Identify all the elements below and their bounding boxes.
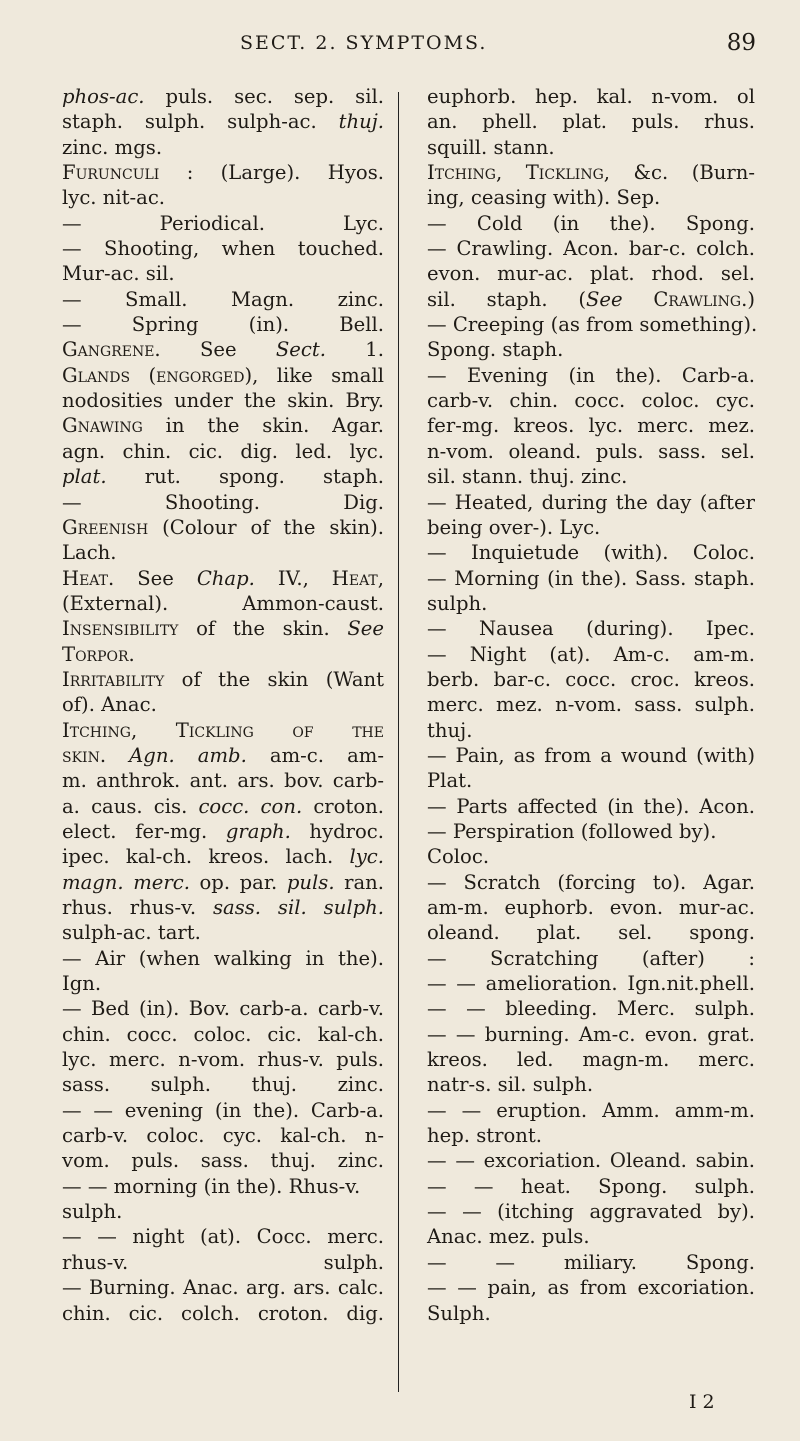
text-line: — Burning. Anac. arg. ars. calc.: [62, 1276, 384, 1300]
text-line: sil. stann. thuj. zinc.: [427, 465, 628, 489]
running-title: SECT. 2. SYMPTOMS.: [240, 32, 488, 54]
text-line: kreos. led. magn-m. merc.: [427, 1048, 755, 1072]
text-line: rhus-v. sulph.: [62, 1250, 384, 1274]
text-line: Anac. mez. puls.: [427, 1225, 590, 1249]
text-line: rhus. rhus-v. sass. sil. sulph.: [62, 896, 384, 919]
text-line: skin. Agn. amb. am-c. am-: [62, 743, 384, 767]
text-line: elect. fer-mg. graph. hydroc.: [62, 819, 384, 843]
column-divider: [398, 92, 399, 1392]
text-line: — Nausea (during). Ipec.: [427, 617, 755, 641]
text-line: ing, ceasing with). Sep.: [427, 186, 661, 210]
text-line: thuj.: [427, 718, 473, 742]
text-line: Mur-ac. sil.: [62, 262, 175, 286]
text-line: Glands (engorged), like small: [62, 363, 384, 387]
text-line: — Bed (in). Bov. carb-a. carb-v.: [62, 997, 384, 1021]
text-line: — — night (at). Cocc. merc.: [62, 1225, 384, 1249]
text-line: chin. cic. colch. croton. dig.: [62, 1301, 384, 1325]
text-line: — Cold (in the). Spong.: [427, 211, 755, 235]
text-line: — Pain, as from a wound (with): [427, 743, 755, 767]
text-line: nodosities under the skin. Bry.: [62, 389, 384, 413]
text-line: am-m. euphorb. evon. mur-ac.: [427, 896, 755, 919]
text-line: of). Anac.: [62, 693, 157, 717]
text-line: carb-v. coloc. cyc. kal-ch. n-: [62, 1124, 384, 1148]
text-line: Heat. See Chap. IV., Heat,: [62, 566, 384, 590]
text-line: — — evening (in the). Carb-a.: [62, 1098, 384, 1122]
text-line: — — bleeding. Merc. sulph.: [427, 997, 755, 1021]
text-line: an. phell. plat. puls. rhus.: [427, 110, 755, 134]
text-line: Plat.: [427, 769, 473, 793]
text-line: Itching, Tickling of the: [62, 718, 384, 742]
text-line: sulph.: [62, 1200, 123, 1224]
page-number: 89: [726, 30, 756, 56]
text-line: magn. merc. op. par. puls. ran.: [62, 870, 385, 894]
text-line: — Crawling. Acon. bar-c. colch.: [427, 237, 755, 261]
text-line: sulph.: [427, 591, 488, 615]
text-line: Greenish (Colour of the skin).: [62, 515, 384, 539]
text-line: sulph-ac. tart.: [62, 921, 201, 945]
right-column: [427, 84, 758, 1326]
text-line: squill. stann.: [427, 135, 555, 159]
text-line: carb-v. chin. cocc. coloc. cyc.: [427, 389, 755, 413]
text-line: sass. sulph. thuj. zinc.: [62, 1073, 384, 1097]
text-line: — Spring (in). Bell.: [62, 313, 384, 337]
text-line: — Perspiration (followed by).: [427, 819, 717, 843]
text-line: lyc. merc. n-vom. rhus-v. puls.: [62, 1048, 384, 1072]
text-line: — Heated, during the day (after: [427, 490, 755, 514]
text-line: Sulph.: [427, 1301, 491, 1325]
text-line: Torpor.: [62, 642, 135, 666]
text-line: — Scratch (forcing to). Agar.: [427, 870, 755, 894]
text-line: sil. staph. (See Crawling.): [427, 287, 755, 311]
text-line: lyc. nit-ac.: [62, 186, 166, 210]
text-line: — — burning. Am-c. evon. grat.: [427, 1022, 755, 1046]
text-line: Lach.: [62, 541, 117, 565]
text-line: — Night (at). Am-c. am-m.: [427, 642, 755, 666]
text-line: Itching, Tickling, &c. (Burn-: [427, 161, 755, 185]
text-line: m. anthrok. ant. ars. bov. carb-: [62, 769, 384, 793]
text-line: chin. cocc. coloc. cic. kal-ch.: [62, 1022, 384, 1046]
text-line: berb. bar-c. cocc. croc. kreos.: [427, 667, 755, 691]
text-line: Gnawing in the skin. Agar.: [62, 414, 384, 438]
text-line: hep. stront.: [427, 1124, 543, 1148]
text-line: — — (itching aggravated by).: [427, 1200, 755, 1224]
text-line: — Scratching (after) :: [427, 946, 755, 970]
text-line: — Small. Magn. zinc.: [62, 287, 384, 311]
text-line: — — miliary. Spong.: [427, 1250, 755, 1274]
text-line: — Shooting, when touched.: [62, 237, 384, 261]
text-line: ipec. kal-ch. kreos. lach. lyc.: [62, 845, 384, 869]
signature-mark: I 2: [689, 1391, 715, 1413]
text-line: — Evening (in the). Carb-a.: [427, 363, 755, 387]
text-line: Spong. staph.: [427, 338, 564, 362]
text-line: — Air (when walking in the).: [62, 946, 384, 970]
text-line: — Parts affected (in the). Acon.: [427, 794, 755, 818]
text-line: — — amelioration. Ign.nit.phell.: [427, 972, 755, 996]
text-line: Furunculi : (Large). Hyos.: [62, 161, 384, 185]
text-line: plat. rut. spong. staph.: [62, 465, 384, 489]
text-line: n-vom. oleand. puls. sass. sel.: [427, 439, 755, 463]
text-line: — Inquietude (with). Coloc.: [427, 541, 755, 565]
text-line: — — eruption. Amm. amm-m.: [427, 1098, 755, 1122]
text-line: Irritability of the skin (Want: [62, 667, 384, 691]
text-line: — Periodical. Lyc.: [62, 211, 384, 235]
text-line: agn. chin. cic. dig. led. lyc.: [62, 439, 384, 463]
text-line: staph. sulph. sulph-ac. thuj.: [62, 110, 384, 134]
text-line: natr-s. sil. sulph.: [427, 1073, 594, 1097]
text-line: vom. puls. sass. thuj. zinc.: [62, 1149, 384, 1173]
text-line: oleand. plat. sel. spong.: [427, 921, 755, 945]
text-line: zinc. mgs.: [62, 135, 163, 159]
text-line: Gangrene. See Sect. 1.: [62, 338, 384, 362]
running-header: [0, 30, 800, 66]
text-line: a. caus. cis. cocc. con. croton.: [62, 794, 384, 818]
text-line: being over-). Lyc.: [427, 515, 601, 539]
text-line: — — excoriation. Oleand. sabin.: [427, 1149, 755, 1173]
text-line: — Creeping (as from something).: [427, 313, 758, 337]
text-line: Coloc.: [427, 845, 490, 869]
text-line: fer-mg. kreos. lyc. merc. mez.: [427, 414, 755, 438]
text-line: — — morning (in the). Rhus-v.: [62, 1174, 361, 1198]
text-line: evon. mur-ac. plat. rhod. sel.: [427, 262, 755, 286]
text-line: — — pain, as from excoriation.: [427, 1276, 755, 1300]
text-line: euphorb. hep. kal. n-vom. ol: [427, 85, 755, 108]
text-line: merc. mez. n-vom. sass. sulph.: [427, 693, 755, 717]
text-line: — — heat. Spong. sulph.: [427, 1174, 755, 1198]
text-line: Insensibility of the skin. See: [62, 617, 384, 641]
text-line: Ign.: [62, 972, 102, 996]
text-line: (External). Ammon-caust.: [62, 591, 384, 615]
text-line: — Shooting. Dig.: [62, 490, 384, 514]
text-line: phos-ac. puls. sec. sep. sil.: [62, 85, 384, 108]
left-column: [62, 84, 384, 1326]
text-line: — Morning (in the). Sass. staph.: [427, 566, 755, 590]
